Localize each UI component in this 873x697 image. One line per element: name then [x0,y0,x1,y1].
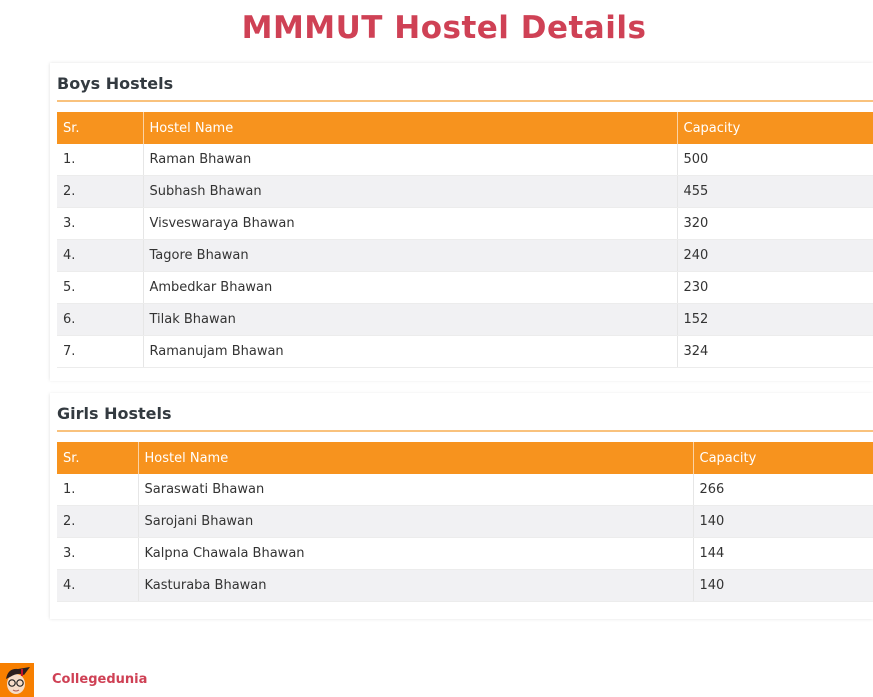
table-header-row [57,442,873,474]
column-header-hostel-name: Hostel Name [143,112,677,144]
table-row [57,176,873,208]
boys-hostels-table [57,112,873,368]
table-row [57,538,873,570]
divider [57,430,873,432]
sr-cell: 5. [57,272,143,304]
sr-cell: 3. [57,538,138,570]
page-title: MMMUT Hostel Details [241,10,647,46]
table-row [57,144,873,176]
capacity-cell: 230 [677,272,873,304]
boys-hostels-card [50,63,873,381]
sr-cell: 2. [57,506,138,538]
hostel-name-cell: Saraswati Bhawan [138,474,693,506]
student-avatar-icon [0,663,34,697]
hostel-name-cell: Tilak Bhawan [143,304,677,336]
footer-brand [0,662,147,697]
capacity-cell: 324 [677,336,873,368]
table-row [57,506,873,538]
capacity-cell: 140 [693,506,873,538]
column-header-capacity: Capacity [677,112,873,144]
table-row [57,336,873,368]
hostel-name-cell: Raman Bhawan [143,144,677,176]
capacity-cell: 240 [677,240,873,272]
hostel-name-cell: Visveswaraya Bhawan [143,208,677,240]
sr-cell: 6. [57,304,143,336]
column-header-hostel-name: Hostel Name [138,442,693,474]
capacity-cell: 140 [693,570,873,602]
sr-cell: 4. [57,240,143,272]
hostel-name-cell: Sarojani Bhawan [138,506,693,538]
boys-hostels-heading: Boys Hostels [57,74,174,93]
sr-cell: 1. [57,144,143,176]
brand-name: Collegedunia [52,672,148,687]
hostel-name-cell: Tagore Bhawan [143,240,677,272]
sr-cell: 1. [57,474,138,506]
table-row [57,570,873,602]
column-header-sr: Sr. [57,112,143,144]
hostel-name-cell: Subhash Bhawan [143,176,677,208]
sr-cell: 3. [57,208,143,240]
hostel-name-cell: Kalpna Chawala Bhawan [138,538,693,570]
capacity-cell: 320 [677,208,873,240]
divider [57,100,873,102]
sr-cell: 2. [57,176,143,208]
table-header-row [57,112,873,144]
capacity-cell: 144 [693,538,873,570]
table-row [57,474,873,506]
girls-hostels-heading: Girls Hostels [57,404,172,423]
capacity-cell: 266 [693,474,873,506]
girls-hostels-card [50,393,873,619]
column-header-capacity: Capacity [693,442,873,474]
capacity-cell: 455 [677,176,873,208]
girls-hostels-table [57,442,873,602]
sr-cell: 4. [57,570,138,602]
hostel-name-cell: Ambedkar Bhawan [143,272,677,304]
column-header-sr: Sr. [57,442,138,474]
capacity-cell: 500 [677,144,873,176]
sr-cell: 7. [57,336,143,368]
table-row [57,208,873,240]
hostel-name-cell: Ramanujam Bhawan [143,336,677,368]
table-row [57,240,873,272]
capacity-cell: 152 [677,304,873,336]
table-row [57,304,873,336]
table-row [57,272,873,304]
hostel-name-cell: Kasturaba Bhawan [138,570,693,602]
